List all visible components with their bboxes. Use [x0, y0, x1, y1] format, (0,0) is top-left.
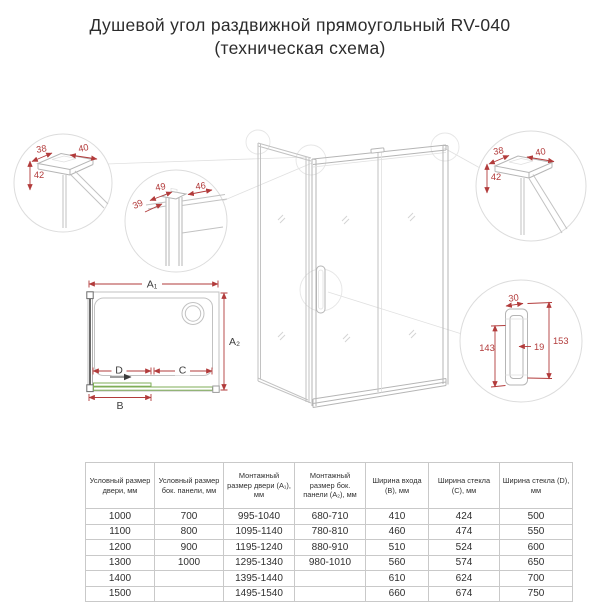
dim-label-39: 39: [130, 197, 145, 211]
table-cell: 900: [155, 540, 224, 556]
table-cell: 1195-1240: [224, 540, 295, 556]
fixed-glass-strip: [94, 387, 213, 390]
table-cell: 1500: [86, 586, 155, 602]
spec-table: [85, 462, 573, 602]
table-cell: 1100: [86, 524, 155, 540]
table-row: [86, 540, 573, 556]
table-cell: 1300: [86, 555, 155, 571]
table-cell: 500: [500, 509, 573, 525]
plan-label-c: C: [178, 364, 187, 377]
table-cell: 1000: [86, 509, 155, 525]
table-cell: [155, 586, 224, 602]
zoom-source-circles: [246, 130, 459, 311]
table-cell: 600: [500, 540, 573, 556]
table-cell: 510: [366, 540, 429, 556]
table-row: [86, 555, 573, 571]
door-handle: [317, 266, 326, 313]
plan-label-d: D: [115, 364, 123, 377]
plan-label-b: B: [116, 400, 124, 412]
table-cell: 460: [366, 524, 429, 540]
table-cell: 574: [429, 555, 500, 571]
detail-circle-center: [125, 170, 227, 272]
spec-table-body: [86, 509, 573, 602]
table-cell: 674: [429, 586, 500, 602]
table-cell: 1095-1140: [224, 524, 295, 540]
dim-label-30: 30: [507, 292, 520, 304]
table-cell: 1400: [86, 571, 155, 587]
table-row: [86, 571, 573, 587]
dim-label-40: 40: [77, 142, 90, 155]
dim-label-38: 38: [35, 143, 48, 155]
page-title: [0, 14, 600, 61]
detail-circle-handle: [460, 280, 582, 402]
col-header-panel-size: Условный размер бок. панели, мм: [155, 463, 224, 509]
col-header-door-size: Условный размер двери, мм: [86, 463, 155, 509]
dim-label-42: 42: [490, 172, 502, 182]
table-cell: 650: [500, 555, 573, 571]
plan-label-a2: A₂: [229, 336, 241, 348]
table-cell: 524: [429, 540, 500, 556]
sliding-glass-strip: [94, 383, 152, 386]
table-cell: 700: [155, 509, 224, 525]
table-cell: 995-1040: [224, 509, 295, 525]
plan-view: [87, 278, 240, 413]
table-cell: [295, 571, 366, 587]
title-line-1: Душевой угол раздвижной прямоугольный RV-040: [89, 15, 511, 35]
table-cell: 410: [366, 509, 429, 525]
table-cell: 780-810: [295, 524, 366, 540]
table-cell: [155, 571, 224, 587]
table-cell: 610: [366, 571, 429, 587]
plan-label-a1: A₁: [146, 278, 158, 291]
dim-label-38: 38: [492, 145, 505, 157]
table-cell: 800: [155, 524, 224, 540]
table-cell: [295, 586, 366, 602]
dim-label-40: 40: [534, 146, 547, 158]
table-cell: 474: [429, 524, 500, 540]
table-cell: 550: [500, 524, 573, 540]
col-header-glass-c: Ширина стекла (C), мм: [429, 463, 500, 509]
title-line-2: (техническая схема): [214, 38, 386, 59]
table-cell: 680-710: [295, 509, 366, 525]
dim-label-153: 153: [553, 336, 569, 346]
table-cell: 1295-1340: [224, 555, 295, 571]
detail-circle-top-right: [476, 131, 586, 241]
dim-label-49: 49: [154, 181, 167, 193]
dim-label-46: 46: [194, 180, 207, 192]
table-cell: 880-910: [295, 540, 366, 556]
table-cell: 424: [429, 509, 500, 525]
table-cell: 1200: [86, 540, 155, 556]
header-row: [86, 463, 573, 509]
col-header-glass-d: Ширина стекла (D), мм: [500, 463, 573, 509]
detail-circle-top-left: [14, 134, 112, 232]
spec-table-head: [86, 463, 573, 509]
table-row: [86, 509, 573, 525]
col-header-mount-door: Монтажный размер двери (A₁), мм: [224, 463, 295, 509]
col-header-mount-panel: Монтажный размер бок. панели (A₂), мм: [295, 463, 366, 509]
technical-drawing: [0, 85, 600, 465]
table-cell: 1000: [155, 555, 224, 571]
table-cell: 1395-1440: [224, 571, 295, 587]
table-cell: 700: [500, 571, 573, 587]
roller-bracket: [371, 148, 384, 153]
dim-label-143: 143: [479, 343, 495, 353]
table-cell: 560: [366, 555, 429, 571]
col-header-entry-width: Ширина входа (B), мм: [366, 463, 429, 509]
table-cell: 1495-1540: [224, 586, 295, 602]
table-cell: 624: [429, 571, 500, 587]
table-cell: 980-1010: [295, 555, 366, 571]
dim-label-19: 19: [534, 342, 545, 352]
table-row: [86, 524, 573, 540]
table-row: [86, 586, 573, 602]
table-cell: 750: [500, 586, 573, 602]
dim-label-42: 42: [33, 170, 45, 180]
table-cell: 660: [366, 586, 429, 602]
